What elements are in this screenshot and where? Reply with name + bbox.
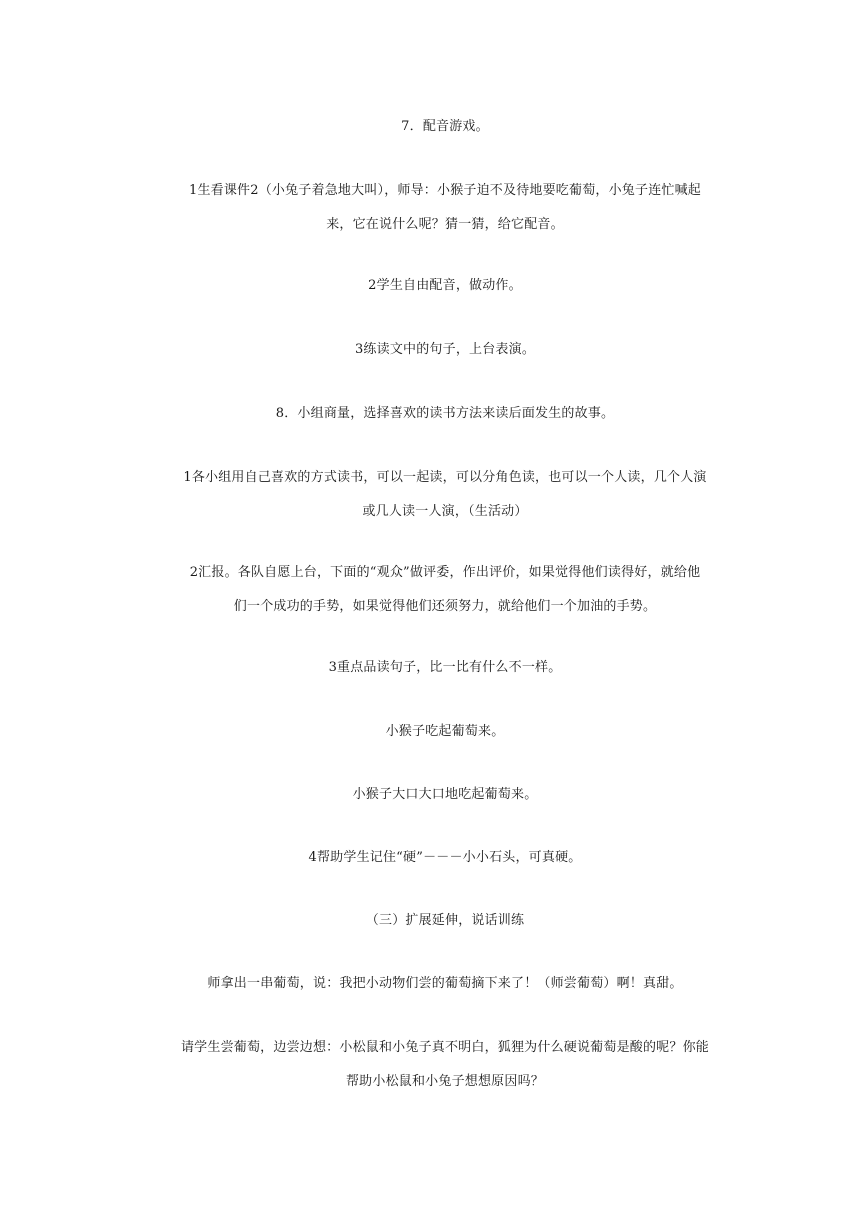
paragraph [150, 333, 740, 367]
text-line: 们一个成功的手势，如果觉得他们还须努力，就给他们一个加油的手势。 [233, 599, 657, 614]
text-line: 小猴子大口大口地吃起葡萄来。 [352, 787, 538, 802]
paragraph [150, 461, 740, 529]
example-sentence [150, 715, 740, 749]
paragraph [150, 556, 740, 624]
text-line: 师拿出一串葡萄，说：我把小动物们尝的葡萄摘下来了！（师尝葡萄）啊！真甜。 [207, 976, 683, 991]
text-line: 4帮助学生记住“硬”－－－小小石头，可真硬。 [308, 850, 582, 865]
section-heading [150, 904, 740, 938]
text-line: 2汇报。各队自愿上台，下面的“观众”做评委，作出评价，如果觉得他们读得好，就给他 [189, 565, 701, 580]
paragraph [150, 174, 740, 242]
paragraph [150, 651, 740, 685]
text-line: 来，它在说什么呢？猜一猜，给它配音。 [326, 217, 564, 232]
text-line: 2学生自由配音，做动作。 [368, 278, 522, 293]
text-line: 8．小组商量，选择喜欢的读书方法来读后面发生的故事。 [275, 406, 615, 421]
text-line: 1各小组用自己喜欢的方式读书，可以一起读，可以分角色读，也可以一个人读，几个人演 [183, 470, 707, 485]
text-line: 7．配音游戏。 [401, 119, 489, 134]
paragraph [150, 269, 740, 303]
text-line: 请学生尝葡萄，边尝边想：小松鼠和小兔子真不明白，狐狸为什么硬说葡萄是酸的呢？你能 [180, 1040, 709, 1055]
text-line: 3重点品读句子，比一比有什么不一样。 [328, 660, 562, 675]
text-line: 3练读文中的句子，上台表演。 [354, 342, 536, 357]
text-line: （三）扩展延伸，说话训练 [365, 913, 525, 928]
paragraph-heading-7 [150, 110, 740, 144]
text-line: 帮助小松鼠和小兔子想想原因吗？ [345, 1074, 544, 1089]
paragraph [150, 1031, 740, 1099]
text-line: 或几人读一人演，（生活动） [362, 504, 528, 519]
example-sentence [150, 778, 740, 812]
paragraph [150, 841, 740, 875]
paragraph [150, 967, 740, 1001]
paragraph-heading-8 [150, 397, 740, 431]
text-line: 1生看课件2（小兔子着急地大叫），师导：小猴子迫不及待地要吃葡萄，小兔子连忙喊起 [188, 183, 702, 198]
text-line: 小猴子吃起葡萄来。 [385, 724, 505, 739]
